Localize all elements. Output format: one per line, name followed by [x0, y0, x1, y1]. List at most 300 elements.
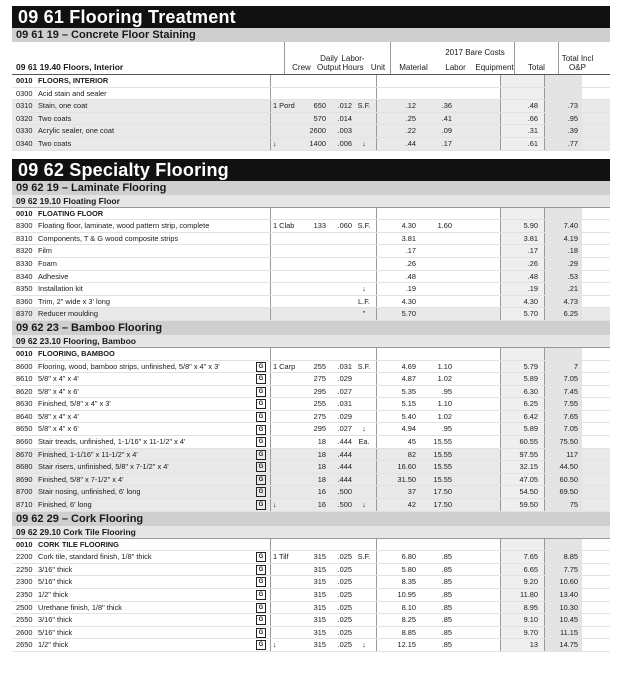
- total-cell: 60.55: [500, 436, 544, 448]
- unit-cell: [352, 208, 376, 220]
- labor-cost-cell: 1.02: [437, 411, 452, 421]
- green-flag: [252, 245, 270, 257]
- line-code: 8630: [16, 399, 33, 409]
- green-g-icon: G: [256, 399, 266, 409]
- total-op-cell: 44.50: [544, 461, 582, 473]
- labor-cost-cell: [422, 283, 462, 295]
- line-description: Stair nosing, unfinished, 6' long: [38, 487, 141, 497]
- green-flag: [252, 411, 270, 423]
- material-cell: 5.15: [376, 398, 422, 410]
- total-op-cell: [544, 539, 582, 551]
- material-cell: 4.87: [376, 373, 422, 385]
- equipment-cell: [462, 373, 500, 385]
- crew-cell: [270, 589, 304, 601]
- crew-cell: [270, 539, 304, 551]
- material-cell: .25: [376, 113, 422, 125]
- green-flag: [252, 88, 270, 100]
- total-cell: .26: [500, 258, 544, 270]
- crew-cell: [270, 233, 304, 245]
- material-cell: .48: [376, 271, 422, 283]
- equipment-cell: [462, 614, 500, 626]
- daily-output-cell: 18: [317, 449, 326, 459]
- total-op-cell: 14.75: [544, 639, 582, 651]
- total-op-cell: 7.75: [544, 564, 582, 576]
- unit-cell: [352, 589, 376, 601]
- table-row: [12, 398, 610, 411]
- material-cell: .12: [376, 100, 422, 112]
- line-code: 2350: [16, 590, 33, 599]
- unit-cell: [352, 88, 376, 100]
- total-cell: 7.65: [500, 551, 544, 563]
- labor-cost-cell: [422, 271, 462, 283]
- material-cell: 31.50: [376, 474, 422, 486]
- green-g-icon: G: [256, 450, 266, 460]
- table-body-09-62-29: [12, 539, 610, 652]
- line-code: 8350: [16, 284, 33, 294]
- crew-cell: [270, 88, 304, 100]
- subsection-label-09-62-29-10: 09 62 29.10 Cork Tile Flooring: [12, 526, 610, 539]
- labor-hours-cell: [326, 283, 352, 295]
- green-flag: [252, 386, 270, 398]
- unit-cell: [352, 386, 376, 398]
- daily-output-cell: [304, 296, 326, 308]
- equipment-cell: [462, 88, 500, 100]
- labor-hours-cell: .031: [337, 361, 352, 371]
- daily-output-cell: 133: [313, 221, 326, 231]
- material-cell: 5.80: [376, 564, 422, 576]
- line-code: 2300: [16, 577, 33, 587]
- material-cell: 82: [376, 449, 422, 461]
- green-flag: [252, 499, 270, 511]
- line-description: 5/8" x 4" x 6': [38, 424, 79, 434]
- section-title-09-62-23: 09 62 23 – Bamboo Flooring: [12, 321, 610, 335]
- total-cell: .61: [500, 138, 544, 150]
- labor-cost-cell: 17.50: [433, 500, 452, 510]
- line-description: FLOORING, BAMBOO: [38, 348, 115, 358]
- equipment-cell: [462, 220, 500, 232]
- total-op-cell: .95: [544, 113, 582, 125]
- table-row: [12, 423, 610, 436]
- table-row: [12, 113, 610, 126]
- line-description: Two coats: [38, 138, 72, 148]
- labor-hours-cell: .444: [337, 474, 352, 484]
- crew-cell: [270, 398, 304, 410]
- material-cell: .44: [376, 138, 422, 150]
- daily-output-cell: [304, 348, 326, 360]
- line-code: 8320: [16, 246, 33, 256]
- material-cell: 3.81: [376, 233, 422, 245]
- total-cell: .48: [500, 271, 544, 283]
- labor-hours-cell: .060: [337, 221, 352, 231]
- crew-cell: [270, 113, 304, 125]
- green-g-icon: G: [256, 500, 266, 510]
- labor-cost-cell: 17.50: [433, 487, 452, 497]
- total-op-cell: [544, 75, 582, 87]
- daily-output-cell: [304, 271, 326, 283]
- line-code: 2500: [16, 602, 33, 612]
- line-code: 8700: [16, 487, 33, 497]
- equipment-cell: [462, 461, 500, 473]
- equipment-cell: [462, 113, 500, 125]
- daily-output-cell: [304, 308, 326, 320]
- green-g-icon: G: [256, 487, 266, 497]
- header-labor-hours: Labor-Hours: [341, 54, 365, 72]
- line-code: 8360: [16, 296, 33, 306]
- labor-hours-cell: .025: [337, 590, 352, 599]
- table-row: [12, 258, 610, 271]
- line-description: 1/2" thick: [38, 590, 69, 599]
- crew-cell: [270, 373, 304, 385]
- header-daily-output: Daily Output: [317, 54, 342, 72]
- green-flag: [252, 639, 270, 651]
- equipment-cell: [462, 348, 500, 360]
- table-row: [12, 373, 610, 386]
- total-cell: .17: [500, 245, 544, 257]
- table-row: [12, 125, 610, 138]
- line-description: 5/8" x 4" x 6': [38, 386, 79, 396]
- total-op-cell: .18: [544, 245, 582, 257]
- cost-data-page: [12, 6, 610, 696]
- line-description: 3/16" thick: [38, 615, 73, 625]
- line-description: Two coats: [38, 113, 72, 123]
- unit-cell: [352, 258, 376, 270]
- daily-output-cell: 315: [313, 640, 326, 650]
- material-cell: 16.60: [376, 461, 422, 473]
- daily-output-cell: 2600: [309, 126, 326, 136]
- table-row: [12, 283, 610, 296]
- crew-cell: [270, 308, 304, 320]
- labor-hours-cell: [326, 88, 352, 100]
- line-code: 8340: [16, 271, 33, 281]
- table-row: [12, 551, 610, 564]
- material-cell: [376, 208, 422, 220]
- line-description: Finished, 6' long: [38, 500, 92, 510]
- crew-cell: [270, 348, 304, 360]
- daily-output-cell: [304, 539, 326, 551]
- labor-hours-cell: .444: [337, 437, 352, 447]
- line-description: Installation kit: [38, 284, 83, 294]
- total-op-cell: 4.19: [544, 233, 582, 245]
- line-code: 2200: [16, 552, 33, 562]
- equipment-cell: [462, 386, 500, 398]
- unit-cell: L.F.: [358, 296, 370, 306]
- table-row: [12, 233, 610, 246]
- line-code: 0010: [16, 208, 33, 218]
- green-g-icon: G: [256, 475, 266, 485]
- table-row: [12, 602, 610, 615]
- total-cell: [500, 88, 544, 100]
- daily-output-cell: 315: [313, 627, 326, 637]
- table-row: [12, 208, 610, 221]
- daily-output-cell: 315: [313, 564, 326, 574]
- labor-hours-cell: .014: [337, 113, 352, 123]
- unit-cell: ↓: [362, 424, 366, 434]
- table-body-09-62-19: [12, 208, 610, 321]
- green-g-icon: G: [256, 362, 266, 372]
- line-description: Finished, 5/8" x 4" x 3': [38, 399, 111, 409]
- table-row: [12, 576, 610, 589]
- crew-cell: 1 Pord: [270, 100, 304, 112]
- division-title-09-62: 09 62 Specialty Flooring: [12, 159, 610, 181]
- material-cell: [376, 75, 422, 87]
- unit-cell: [352, 271, 376, 283]
- unit-cell: [352, 113, 376, 125]
- total-cell: 3.81: [500, 233, 544, 245]
- labor-cost-cell: .85: [441, 627, 452, 637]
- line-code: 8330: [16, 258, 33, 268]
- line-code: 2250: [16, 564, 33, 574]
- crew-cell: ↓: [270, 138, 304, 150]
- total-op-cell: .39: [544, 125, 582, 137]
- total-cell: 8.95: [500, 602, 544, 614]
- equipment-cell: [462, 576, 500, 588]
- header-total: Total: [514, 42, 558, 74]
- total-op-cell: .77: [544, 138, 582, 150]
- green-g-icon: G: [256, 437, 266, 447]
- labor-hours-cell: [326, 271, 352, 283]
- labor-hours-cell: [326, 245, 352, 257]
- green-flag: [252, 373, 270, 385]
- section-title-09-61-19: 09 61 19 – Concrete Floor Staining: [12, 28, 610, 42]
- labor-cost-cell: [422, 233, 462, 245]
- line-description: Finished, 5/8" x 7-1/2" x 4': [38, 474, 124, 484]
- crew-cell: 1 Clab: [270, 220, 304, 232]
- green-flag: [252, 271, 270, 283]
- header-crew: Crew: [284, 42, 318, 74]
- labor-hours-cell: [326, 75, 352, 87]
- equipment-cell: [462, 564, 500, 576]
- labor-cost-cell: .95: [441, 424, 452, 434]
- total-op-cell: .73: [544, 100, 582, 112]
- total-op-cell: 75.50: [544, 436, 582, 448]
- table-row: [12, 627, 610, 640]
- green-flag: [252, 125, 270, 137]
- equipment-cell: [462, 602, 500, 614]
- total-cell: 97.55: [500, 449, 544, 461]
- green-flag: [252, 589, 270, 601]
- labor-cost-cell: .85: [441, 577, 452, 587]
- table-row: [12, 449, 610, 462]
- line-description: Acid stain and sealer: [38, 88, 107, 98]
- unit-cell: ↓: [362, 284, 366, 294]
- crew-cell: [270, 271, 304, 283]
- labor-hours-cell: [326, 258, 352, 270]
- line-code: 0320: [16, 113, 33, 123]
- labor-hours-cell: [326, 296, 352, 308]
- total-cell: 47.05: [500, 474, 544, 486]
- labor-hours-cell: .025: [337, 577, 352, 587]
- green-g-icon: G: [256, 565, 266, 575]
- equipment-cell: [462, 411, 500, 423]
- total-cell: 4.30: [500, 296, 544, 308]
- total-op-cell: 4.73: [544, 296, 582, 308]
- table-row: [12, 386, 610, 399]
- green-g-icon: G: [256, 425, 266, 435]
- labor-hours-cell: .025: [337, 564, 352, 574]
- total-cell: 5.70: [500, 308, 544, 320]
- green-flag: [252, 361, 270, 373]
- line-description: FLOATING FLOOR: [38, 208, 104, 218]
- labor-hours-cell: .025: [337, 552, 352, 562]
- green-flag: [252, 551, 270, 563]
- total-op-cell: 6.25: [544, 308, 582, 320]
- unit-cell: ↓: [362, 500, 366, 510]
- table-row: [12, 296, 610, 309]
- labor-hours-cell: .012: [337, 101, 352, 111]
- labor-cost-cell: [422, 539, 462, 551]
- equipment-cell: [462, 258, 500, 270]
- crew-cell: [270, 474, 304, 486]
- line-description: Acrylic sealer, one coat: [38, 126, 114, 136]
- labor-cost-cell: [422, 296, 462, 308]
- total-op-cell: 7.40: [544, 220, 582, 232]
- total-cell: 9.10: [500, 614, 544, 626]
- labor-hours-cell: .029: [337, 411, 352, 421]
- labor-cost-cell: .85: [441, 552, 452, 562]
- crew-cell: [270, 386, 304, 398]
- total-op-cell: .21: [544, 283, 582, 295]
- subsection-label: 09 61 19.40 Floors, Interior: [16, 62, 124, 72]
- total-cell: 11.80: [500, 589, 544, 601]
- unit-cell: ↓: [362, 640, 366, 650]
- unit-cell: [352, 614, 376, 626]
- unit-cell: S.F.: [357, 101, 371, 111]
- unit-cell: S.F.: [357, 361, 371, 371]
- total-cell: .19: [500, 283, 544, 295]
- labor-hours-cell: .029: [337, 374, 352, 384]
- line-code: 8600: [16, 361, 33, 371]
- daily-output-cell: 16: [317, 500, 326, 510]
- table-row: [12, 474, 610, 487]
- daily-output-cell: [304, 245, 326, 257]
- labor-hours-cell: [326, 308, 352, 320]
- labor-hours-cell: .003: [337, 126, 352, 136]
- daily-output-cell: 295: [313, 386, 326, 396]
- crew-cell: ↓: [270, 639, 304, 651]
- labor-hours-cell: .025: [337, 602, 352, 612]
- equipment-cell: [462, 474, 500, 486]
- total-cell: 5.89: [500, 373, 544, 385]
- line-description: Components, T & G wood composite strips: [38, 233, 179, 243]
- line-code: 8300: [16, 221, 33, 231]
- labor-hours-cell: .027: [337, 424, 352, 434]
- green-g-icon: G: [256, 387, 266, 397]
- line-description: FLOORS, INTERIOR: [38, 76, 109, 85]
- line-description: Foam: [38, 258, 57, 268]
- labor-cost-cell: .85: [441, 640, 452, 650]
- equipment-cell: [462, 398, 500, 410]
- daily-output-cell: 315: [313, 602, 326, 612]
- daily-output-cell: 18: [317, 474, 326, 484]
- line-description: Floating floor, laminate, wood pattern strip, complete: [38, 221, 210, 231]
- line-code: 8680: [16, 462, 33, 472]
- daily-output-cell: 1400: [309, 138, 326, 148]
- table-row: [12, 499, 610, 512]
- daily-output-cell: 18: [317, 462, 326, 472]
- subsection-label-09-62-19-10: 09 62 19.10 Floating Floor: [12, 195, 610, 208]
- material-cell: 4.30: [376, 220, 422, 232]
- crew-cell: [270, 436, 304, 448]
- labor-cost-cell: [422, 258, 462, 270]
- total-op-cell: 10.60: [544, 576, 582, 588]
- labor-cost-cell: .95: [441, 386, 452, 396]
- total-op-cell: 7.55: [544, 398, 582, 410]
- green-flag: [252, 627, 270, 639]
- daily-output-cell: [304, 283, 326, 295]
- material-cell: 42: [376, 499, 422, 511]
- table-row: [12, 348, 610, 361]
- daily-output-cell: 295: [313, 424, 326, 434]
- green-flag: [252, 564, 270, 576]
- green-g-icon: G: [256, 374, 266, 384]
- daily-output-cell: 255: [313, 399, 326, 409]
- equipment-cell: [462, 283, 500, 295]
- table-row: [12, 639, 610, 652]
- daily-output-cell: [304, 88, 326, 100]
- unit-cell: [352, 411, 376, 423]
- line-code: 8640: [16, 411, 33, 421]
- line-code: 2550: [16, 615, 33, 625]
- green-g-icon: G: [256, 552, 266, 562]
- green-flag: [252, 486, 270, 498]
- unit-cell: [352, 348, 376, 360]
- green-flag: [252, 308, 270, 320]
- line-code: 8370: [16, 309, 33, 319]
- total-op-cell: 117: [544, 449, 582, 461]
- table-row: [12, 220, 610, 233]
- daily-output-cell: [304, 208, 326, 220]
- line-description: 3/16" thick: [38, 564, 73, 574]
- total-cell: .66: [500, 113, 544, 125]
- unit-cell: [352, 373, 376, 385]
- labor-hours-cell: .025: [337, 640, 352, 650]
- line-code: 0310: [16, 101, 33, 111]
- unit-cell: ": [362, 309, 366, 319]
- equipment-cell: [462, 361, 500, 373]
- line-description: Urethane finish, 1/8" thick: [38, 602, 122, 612]
- division-title-09-61: 09 61 Flooring Treatment: [12, 6, 610, 28]
- total-cell: 13: [500, 639, 544, 651]
- crew-cell: [270, 576, 304, 588]
- daily-output-cell: [304, 258, 326, 270]
- green-flag: [252, 100, 270, 112]
- crew-cell: [270, 614, 304, 626]
- total-op-cell: 10.45: [544, 614, 582, 626]
- labor-cost-cell: 1.10: [437, 399, 452, 409]
- material-cell: 4.69: [376, 361, 422, 373]
- material-cell: 8.35: [376, 576, 422, 588]
- total-op-cell: [544, 348, 582, 360]
- equipment-cell: [462, 245, 500, 257]
- header-bare-costs-title: 2017 Bare Costs: [445, 48, 505, 57]
- daily-output-cell: 275: [313, 374, 326, 384]
- green-flag: [252, 283, 270, 295]
- equipment-cell: [462, 100, 500, 112]
- green-flag: [252, 461, 270, 473]
- crew-cell: 1 Carp: [270, 361, 304, 373]
- labor-hours-cell: .025: [337, 615, 352, 625]
- material-cell: .19: [376, 283, 422, 295]
- daily-output-cell: 275: [313, 411, 326, 421]
- material-cell: 4.94: [376, 423, 422, 435]
- labor-cost-cell: [422, 88, 462, 100]
- unit-cell: [352, 449, 376, 461]
- material-cell: 5.70: [376, 308, 422, 320]
- labor-cost-cell: .85: [441, 602, 452, 612]
- total-cell: .31: [500, 125, 544, 137]
- material-cell: .22: [376, 125, 422, 137]
- total-op-cell: [544, 88, 582, 100]
